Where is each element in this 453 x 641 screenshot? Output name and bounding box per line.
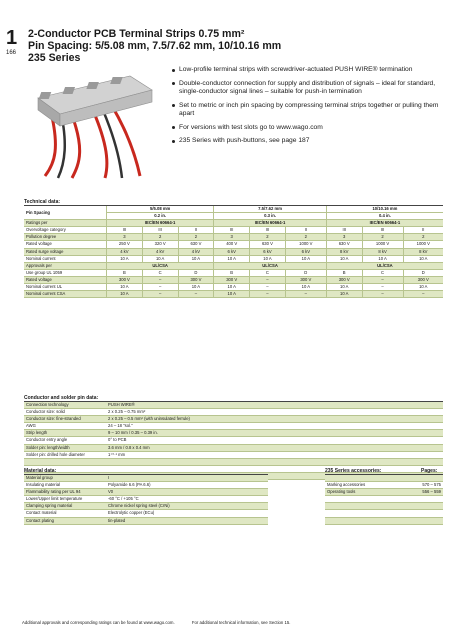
table-cell: Insulating material <box>24 482 106 489</box>
table-cell: 8 kV <box>403 248 443 255</box>
table-cell: Nominal current CSA <box>24 291 107 298</box>
table-cell <box>325 503 402 510</box>
table-cell: Rated surge voltage <box>24 248 107 255</box>
table-row <box>24 269 443 276</box>
table-cell: Conductor size: fine-stranded <box>24 416 106 423</box>
table-cell: 6 kV <box>250 248 286 255</box>
table-cell: 300 V <box>178 276 214 283</box>
table-cell: IEC/EN 60664-1 <box>214 220 327 227</box>
table-cell: III <box>362 227 403 234</box>
pages-label: Pages: <box>421 468 438 474</box>
table-cell: -60 °C / +105 °C <box>106 496 268 503</box>
technical-data-table <box>24 206 443 298</box>
table-cell: Pollution degree <box>24 234 107 241</box>
table-cell: 300 V <box>107 276 143 283</box>
table-row <box>24 227 443 234</box>
table-cell: Material group <box>24 475 106 482</box>
table-row <box>325 482 443 489</box>
table-cell <box>106 465 443 472</box>
table-cell: 2 <box>285 234 326 241</box>
table-cell: 10 A <box>107 284 143 291</box>
technical-data-title: Technical data: <box>24 199 61 205</box>
table-cell: Polyamide 6.6 (PA 6.6) <box>106 482 268 489</box>
table-cell: II <box>178 227 214 234</box>
table-row <box>24 489 268 496</box>
table-row <box>24 451 443 458</box>
table-cell: Chrome nickel spring steel (CrNi) <box>106 503 268 510</box>
table-cell <box>24 458 106 465</box>
table-cell: III <box>107 227 143 234</box>
table-row <box>24 503 268 510</box>
table-row <box>24 423 443 430</box>
table-cell: 2 x 0.25 – 0.75 mm² <box>106 409 443 416</box>
table-cell: 10 A <box>178 284 214 291</box>
table-cell: IEC/EN 60664-1 <box>326 220 443 227</box>
table-row <box>325 475 443 482</box>
table-cell: 300 V <box>326 276 362 283</box>
table-cell: Solder pin: drilled hole diameter <box>24 451 106 458</box>
accessories-table <box>325 475 443 525</box>
footer <box>22 620 307 625</box>
chapter-number: 1 <box>6 27 18 49</box>
table-cell: 1000 V <box>285 241 326 248</box>
table-cell: 10 A <box>403 255 443 262</box>
table-cell: 1000 V <box>362 241 403 248</box>
table-cell: Use group UL 1059 <box>24 269 107 276</box>
table-cell: 10 A <box>214 291 250 298</box>
table-cell: 10 A <box>107 291 143 298</box>
table-cell: 2 x 0.25 – 0.5 mm² (with uninsulated ferrule) <box>106 416 443 423</box>
table-cell <box>402 503 443 510</box>
table-cell: tin-plated <box>106 517 268 524</box>
table-cell: Lower/Upper limit temperature <box>24 496 106 503</box>
table-cell: 10 A <box>107 255 143 262</box>
table-cell: 2 <box>362 234 403 241</box>
table-cell: Ratings per <box>24 220 107 227</box>
table-cell: V0 <box>106 489 268 496</box>
table-cell: 1⁺⁰·¹ mm <box>106 451 443 458</box>
table-cell <box>325 475 402 482</box>
table-cell: Operating tools <box>325 489 402 496</box>
table-cell: 4 kV <box>142 248 178 255</box>
table-row <box>24 234 443 241</box>
table-cell: 10 A <box>214 284 250 291</box>
page-title <box>28 28 281 64</box>
title-line-3: 235 Series <box>28 52 81 64</box>
table-cell <box>325 517 402 524</box>
table-cell: Strip length <box>24 430 106 437</box>
table-cell: 10 A <box>403 284 443 291</box>
table-cell: D <box>403 269 443 276</box>
table-row <box>24 284 443 291</box>
table-cell: C <box>142 269 178 276</box>
chapter-marker <box>6 28 24 56</box>
table-cell: – <box>142 284 178 291</box>
table-cell: 400 V <box>214 241 250 248</box>
table-cell: 6 kV <box>285 248 326 255</box>
table-cell: 10 A <box>362 255 403 262</box>
feature-bullet: Low-profile terminal strips with screwdriver-actuated PUSH WIRE® termination <box>172 66 442 74</box>
product-image <box>30 68 158 180</box>
table-cell: Electrolytic copper (ECu) <box>106 510 268 517</box>
table-cell: 2 <box>142 234 178 241</box>
table-cell: Connection technology <box>24 402 106 409</box>
table-cell: IEC/EN 60664-1 <box>107 220 214 227</box>
table-cell: B <box>214 269 250 276</box>
table-cell: 0.2 in. <box>107 213 214 220</box>
table-cell <box>402 517 443 524</box>
table-cell <box>402 475 443 482</box>
table-cell: AWG <box>24 423 106 430</box>
table-cell: 2 <box>403 234 443 241</box>
table-cell: 6 kV <box>214 248 250 255</box>
table-row <box>24 458 443 465</box>
table-cell: PUSH WIRE® <box>106 402 443 409</box>
table-row <box>24 291 443 298</box>
feature-list <box>172 66 442 151</box>
table-cell: 2 <box>250 234 286 241</box>
table-cell: 8 kV <box>326 248 362 255</box>
table-row <box>325 489 443 496</box>
table-row <box>24 416 443 423</box>
table-cell: 10 A <box>326 291 362 298</box>
table-row <box>24 430 443 437</box>
feature-bullet: For versions with test slots go to www.wago.com <box>172 124 442 132</box>
table-cell: 630 V <box>178 241 214 248</box>
table-cell: – <box>250 276 286 283</box>
table-row <box>325 503 443 510</box>
table-cell: – <box>403 291 443 298</box>
table-cell: Nominal current UL <box>24 284 107 291</box>
table-cell: 1000 V <box>403 241 443 248</box>
table-cell: Nominal current <box>24 255 107 262</box>
table-cell: III <box>326 227 362 234</box>
table-cell <box>106 458 443 465</box>
table-cell: 5/5.08 mm <box>107 206 214 213</box>
footer-technical-note: For additional technical information, see Section 15. <box>191 620 291 625</box>
table-cell: 630 V <box>250 241 286 248</box>
table-row <box>24 220 443 227</box>
table-cell: C <box>250 269 286 276</box>
table-cell: Solder pin: length/width <box>24 444 106 451</box>
table-cell: C <box>362 269 403 276</box>
material-data-title: Material data: <box>24 468 57 474</box>
table-cell: B <box>107 269 143 276</box>
conductor-data-title: Conductor and solder pin data: <box>24 395 99 401</box>
table-cell: 7.5/7.62 mm <box>214 206 327 213</box>
table-cell: 10 A <box>285 255 326 262</box>
table-row <box>24 475 268 482</box>
table-cell: 10 A <box>214 255 250 262</box>
table-cell: – <box>285 291 326 298</box>
table-cell: – <box>178 291 214 298</box>
table-cell <box>402 496 443 503</box>
table-cell: Rated voltage <box>24 276 107 283</box>
table-cell: III <box>250 227 286 234</box>
table-cell <box>402 510 443 517</box>
table-cell: II <box>403 227 443 234</box>
table-cell: 570 – 575 <box>402 482 443 489</box>
table-cell: 320 V <box>142 241 178 248</box>
table-cell: Clamping spring material <box>24 503 106 510</box>
table-cell: B <box>326 269 362 276</box>
table-cell: 0° to PCB <box>106 437 443 444</box>
footer-approvals-note: Additional approvals and corresponding ratings can be found at www.wago.com. <box>22 620 175 625</box>
table-cell: 250 V <box>107 241 143 248</box>
table-row <box>24 517 268 524</box>
feature-bullet: Set to metric or inch pin spacing by compressing terminal strips together or pulling them apart <box>172 102 442 118</box>
table-cell: 10 A <box>326 255 362 262</box>
table-row <box>24 241 443 248</box>
title-line-2: Pin Spacing: 5/5.08 mm, 7.5/7.62 mm, 10/10.16 mm <box>28 40 282 52</box>
table-cell: 3 <box>214 234 250 241</box>
table-row <box>24 206 443 213</box>
table-row <box>24 262 443 269</box>
feature-bullet: Double-conductor connection for supply and distribution of signals – ideal for standard, single-conductor signal lines – suitable for push-in termination <box>172 80 442 96</box>
page-number: 166 <box>6 50 17 56</box>
table-cell: UL/CSA <box>107 262 214 269</box>
table-cell: 4 kV <box>178 248 214 255</box>
table-cell: 10/10.16 mm <box>326 206 443 213</box>
table-cell: 8 kV <box>362 248 403 255</box>
table-cell: Conductor size: solid <box>24 409 106 416</box>
table-cell: Pin Spacing <box>24 206 107 220</box>
table-cell: 10 A <box>326 284 362 291</box>
table-cell: – <box>362 284 403 291</box>
table-cell: II <box>285 227 326 234</box>
table-cell: Contact plating <box>24 517 106 524</box>
table-cell: UL/CSA <box>326 262 443 269</box>
table-cell: – <box>250 284 286 291</box>
table-cell <box>325 496 402 503</box>
table-cell: 300 V <box>403 276 443 283</box>
table-row <box>325 517 443 524</box>
table-row <box>325 496 443 503</box>
table-row <box>24 444 443 451</box>
table-cell: 10 A <box>250 255 286 262</box>
table-cell: Conductor entry angle <box>24 437 106 444</box>
table-cell: Contact material <box>24 510 106 517</box>
table-cell: D <box>178 269 214 276</box>
table-cell: – <box>362 291 403 298</box>
table-cell: 10 A <box>142 255 178 262</box>
table-cell: 10 A <box>178 255 214 262</box>
table-cell: 9 – 10 mm / 0.35 – 0.39 in. <box>106 430 443 437</box>
material-data-table <box>24 475 268 525</box>
table-cell: 4 kV <box>107 248 143 255</box>
table-cell: – <box>362 276 403 283</box>
table-cell: – <box>142 291 178 298</box>
table-cell: Approvals per <box>24 262 107 269</box>
table-cell: 10 A <box>285 284 326 291</box>
table-cell: 2 <box>178 234 214 241</box>
table-cell: UL/CSA <box>214 262 327 269</box>
table-row <box>325 510 443 517</box>
table-cell: – <box>250 291 286 298</box>
table-cell: 3 <box>326 234 362 241</box>
table-cell: III <box>214 227 250 234</box>
table-cell: 556 – 559 <box>402 489 443 496</box>
table-row <box>24 255 443 262</box>
table-cell: Marking accessories <box>325 482 402 489</box>
table-cell: Overvoltage category <box>24 227 107 234</box>
table-cell: 300 V <box>214 276 250 283</box>
table-cell: 3.6 mm / 0.8 x 0.4 mm <box>106 444 443 451</box>
table-cell: – <box>142 276 178 283</box>
table-row <box>24 276 443 283</box>
table-cell: D <box>285 269 326 276</box>
table-cell: 0.4 in. <box>326 213 443 220</box>
table-cell <box>325 510 402 517</box>
feature-bullet: 235 Series with push-buttons, see page 187 <box>172 137 442 145</box>
table-cell: I <box>106 475 268 482</box>
table-row <box>24 402 443 409</box>
table-cell: Flammability rating per UL 94 <box>24 489 106 496</box>
table-cell: 0.3 in. <box>214 213 327 220</box>
table-cell: 300 V <box>285 276 326 283</box>
table-row <box>24 248 443 255</box>
table-row <box>24 510 268 517</box>
title-line-1: 2-Conductor PCB Terminal Strips 0.75 mm² <box>28 28 245 40</box>
table-cell: 24 – 18 "sol." <box>106 423 443 430</box>
table-row <box>24 437 443 444</box>
table-cell: Rated voltage <box>24 241 107 248</box>
table-row <box>24 409 443 416</box>
table-cell: 3 <box>107 234 143 241</box>
table-row <box>24 482 268 489</box>
table-cell: III <box>142 227 178 234</box>
accessories-title: 235 Series accessories: <box>325 468 382 474</box>
table-row <box>24 496 268 503</box>
table-cell: 630 V <box>326 241 362 248</box>
